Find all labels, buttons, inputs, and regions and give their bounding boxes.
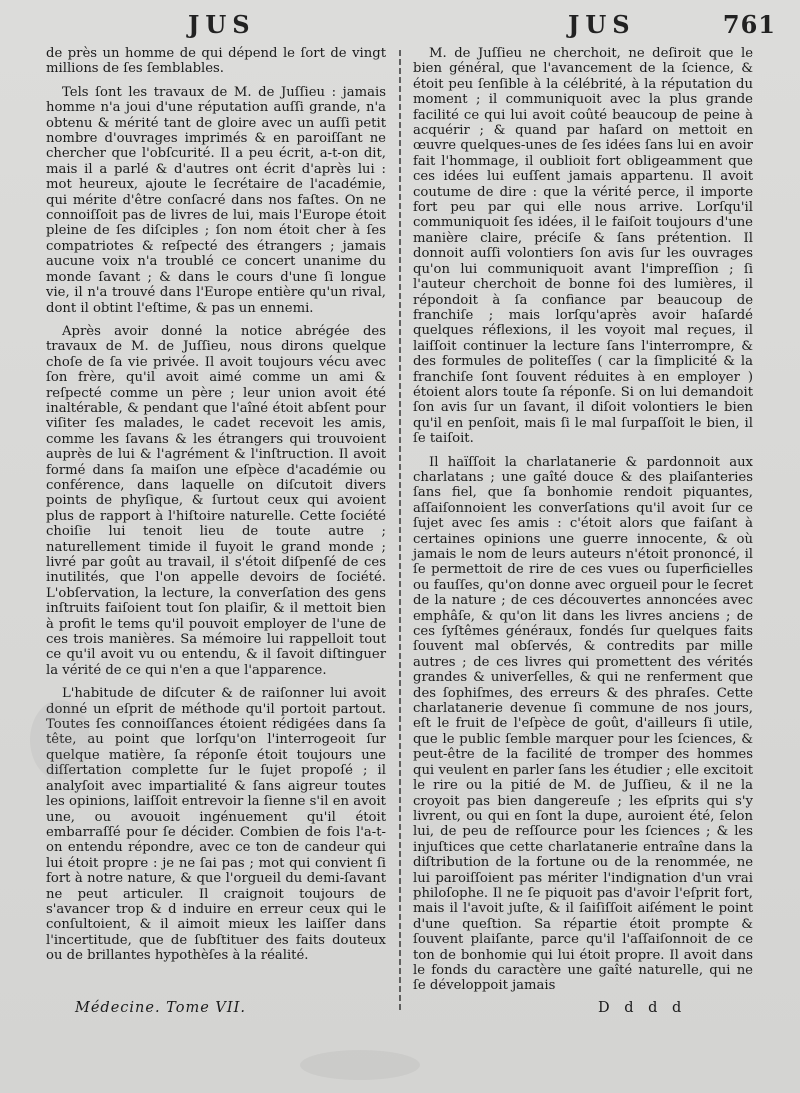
paragraph: de près un homme de qui dépend le ſort de vingt millions de ſes ſemblables. xyxy=(46,46,386,77)
running-head xyxy=(48,10,776,40)
paper-stain xyxy=(300,1050,420,1080)
paragraph: Tels ſont les travaux de M. de Juſſieu : jamais homme n'a joui d'une réputation auſſi grande, n'a obtenu & mérité tant de gloire avec un auſſi petit nombre d'ouvrages imprimés & en paroiſſant ne chercher que l'obſcurité. Il a peu écrit, a-t-on dit, mais il a parlé & d'autres ont écrit d'après lui : mot heureux, ajoute le ſecrétaire de l'académie, qui mérite d'être conſacré dans nos faſtes. On ne connoiſſoit pas de livres de lui, mais l'Europe étoit pleine de ſes diſciples ; ſon nom étoit cher à ſes compatriotes & reſpecté des étrangers ; jamais aucune voix n'a troublé ce concert unanime du monde ſavant ; & dans le cours d'une ſi longue vie, il n'a trouvé dans l'Europe entière qu'un rival, dont il obtint l'eſtime, & pas un ennemi. xyxy=(46,84,386,316)
column-divider xyxy=(399,50,401,1010)
paragraph: M. de Juſſieu ne cherchoit, ne deſiroit que le bien général, que l'avancement de la ſcience, & étoit peu ſenſible à la célébrité, à la réputation du moment ; il communiquoit avec la plus grande facilité ce qui lui avoit coûté beaucoup de peine à acquérir ; & quand par haſard on mettoit en œuvre quelques-unes de ſes idées ſans lui en avoir fait l'hommage, il oublioit fort obligeamment que ces idées lui euſſent jamais appartenu. Il avoit coutume de dire : que la vérité perce, il importe fort peu par qui elle nous arrive. Lorſqu'il communiquoit ſes idées, il le faiſoit toujours d'une manière claire, préciſe & ſans prétention. Il donnoit auſſi volontiers ſon avis ſur les ouvrages qu'on lui communiquoit avant l'impreſſion ; ſi l'auteur cherchoit de bonne foi des lumières, il répondoit à ſa confiance par beaucoup de franchiſe ; mais lorſqu'après avoir haſardé quelques réflexions, il les voyoit mal reçues, il laiſſoit continuer la lecture ſans l'interrompre, & des formules de politeſſes ( car la ſimplicité & la franchiſe ſont ſouvent réduites à en employer ) étoient alors toute ſa réponſe. Si on lui demandoit ſon avis ſur un ſavant, il diſoit volontiers le bien qu'il en penſoit, mais ſi le mal ſurpaſſoit le bien, il ſe taiſoit. xyxy=(413,46,753,447)
paragraph: Après avoir donné la notice abrégée des travaux de M. de Juſſieu, nous dirons quelque choſe de ſa vie privée. Il avoit toujours vécu avec ſon frère, qu'il avoit aimé comme un ami & reſpecté comme un père ; leur union avoit été inaltérable, & pendant que l'aîné étoit abſent pour viſiter ſes malades, le cadet recevoit les amis, comme les ſavans & les étrangers qui trouvoient auprès de lui & l'agrément & l'inſtruction. Il avoit formé dans ſa maiſon une eſpèce d'académie ou conférence, dans laquelle on diſcutoit divers points de phyſique, & ſurtout ceux qui avoient plus de rapport à l'hiſtoire naturelle. Cette ſociété choiſie lui tenoit lieu de toute autre ; naturellement timide il fuyoit le grand monde ; livré par goût au travail, il s'étoit diſpenſé de ces inutilités, que l'on appelle devoirs de ſociété. L'obſervation, la lecture, la converſation des gens inſtruits faiſoient tout ſon plaiſir, & il mettoit bien à profit le tems qu'il pouvoit employer de l'une de ces trois manières. Sa mémoire lui rappelloit tout ce qu'il avoit vu ou entendu, & il ſavoit diſtinguer la vérité de ce qui n'en a que l'apparence. xyxy=(46,323,386,678)
page-number: 761 xyxy=(722,10,776,39)
running-head-left: JUS xyxy=(188,10,256,39)
paragraph: Il haïſſoit la charlatanerie & pardonnoit aux charlatans ; une gaîté douce & des plaiſanteries ſans fiel, que ſa bonhomie rendoit piquantes, aſſaiſonnoient les converſations qu'il avoit ſur ce ſujet avec ſes amis : c'étoit alors que faiſant à certaines opinions une guerre innocente, & où jamais le nom de leurs auteurs n'étoit prononcé, il ſe permettoit de rire de ces vues ou ſuperficielles ou fauſſes, qu'on donne avec orgueil pour le ſecret de la nature ; de ces découvertes annoncées avec emphâſe, & qu'on lit dans les livres anciens ; de ces ſyſtêmes généraux, fondés ſur quelques faits ſouvent mal obſervés, & contredits par mille autres ; de ces livres qui promettent des vérités grandes & univerſelles, & qui ne renferment que des ſophiſmes, des erreurs & des phraſes. Cette charlatanerie devenue ſi commune de nos jours, eſt le fruit de l'eſpèce de goût, d'ailleurs ſi utile, que le public ſemble marquer pour les ſciences, & peut-être de la facilité de tromper des hommes qui veulent en parler ſans les étudier ; elle excitoit le rire ou la pitié de M. de Juſſieu, & il ne la croyoit pas bien dangereuſe ; les eſprits qui s'y livrent, ou qui en ſont la dupe, auroient été, ſelon lui, de peu de reſſource pour les ſciences ; & les injuſtices que cette charlatanerie entraîne dans la diſtribution de la fortune ou de la renommée, ne lui paroiſſoient pas mériter l'indignation d'un vrai philoſophe. Il ne ſe piquoit pas d'avoir l'eſprit fort, mais il l'avoit juſte, & il ſaiſiſſoit aiſément le point d'une queſtion. Sa répartie étoit prompte & ſouvent plaiſante, parce qu'il l'aſſaiſonnoit de ce ton de bonhomie qui lui étoit propre. Il avoit dans le fonds du caractère une gaîté naturelle, qui ne ſe développoit jamais xyxy=(413,454,753,994)
running-head-right: JUS xyxy=(568,10,636,39)
paper-stain xyxy=(30,700,90,780)
paragraph: L'habitude de diſcuter & de raiſonner lui avoit donné un eſprit de méthode qu'il portoit partout. Toutes ſes connoiſſances étoient rédigées dans ſa tête, au point que lorſqu'on l'interrogeoit ſur quelque matière, ſa réponſe étoit toujours une diſſertation complette ſur le ſujet propoſé ; il analyſoit avec impartialité & ſans aigreur toutes les opinions, laiſſoit entrevoir la ſienne s'il en avoit une, ou avouoit ingénuement qu'il étoit embarraſſé pour ſe décider. Combien de fois l'a-t-on entendu répondre, avec ce ton de candeur qui lui étoit propre : je ne ſai pas ; mot qui convient ſi fort à notre nature, & que l'orgueil du demi-ſavant ne peut articuler. Il craignoit toujours de s'avancer trop & d induire en erreur ceux qui le conſultoient, & il aimoit mieux les laiſſer dans l'incertitude, que de ſubſtituer des faits douteux ou de brillantes hypothèſes à la réalité. xyxy=(46,686,386,964)
signature-mark: D d d d xyxy=(598,1000,687,1016)
page-footer xyxy=(75,1000,775,1022)
right-column xyxy=(413,46,753,1001)
volume-signature: Médecine. Tome VII. xyxy=(75,1000,246,1016)
left-column xyxy=(46,46,386,971)
